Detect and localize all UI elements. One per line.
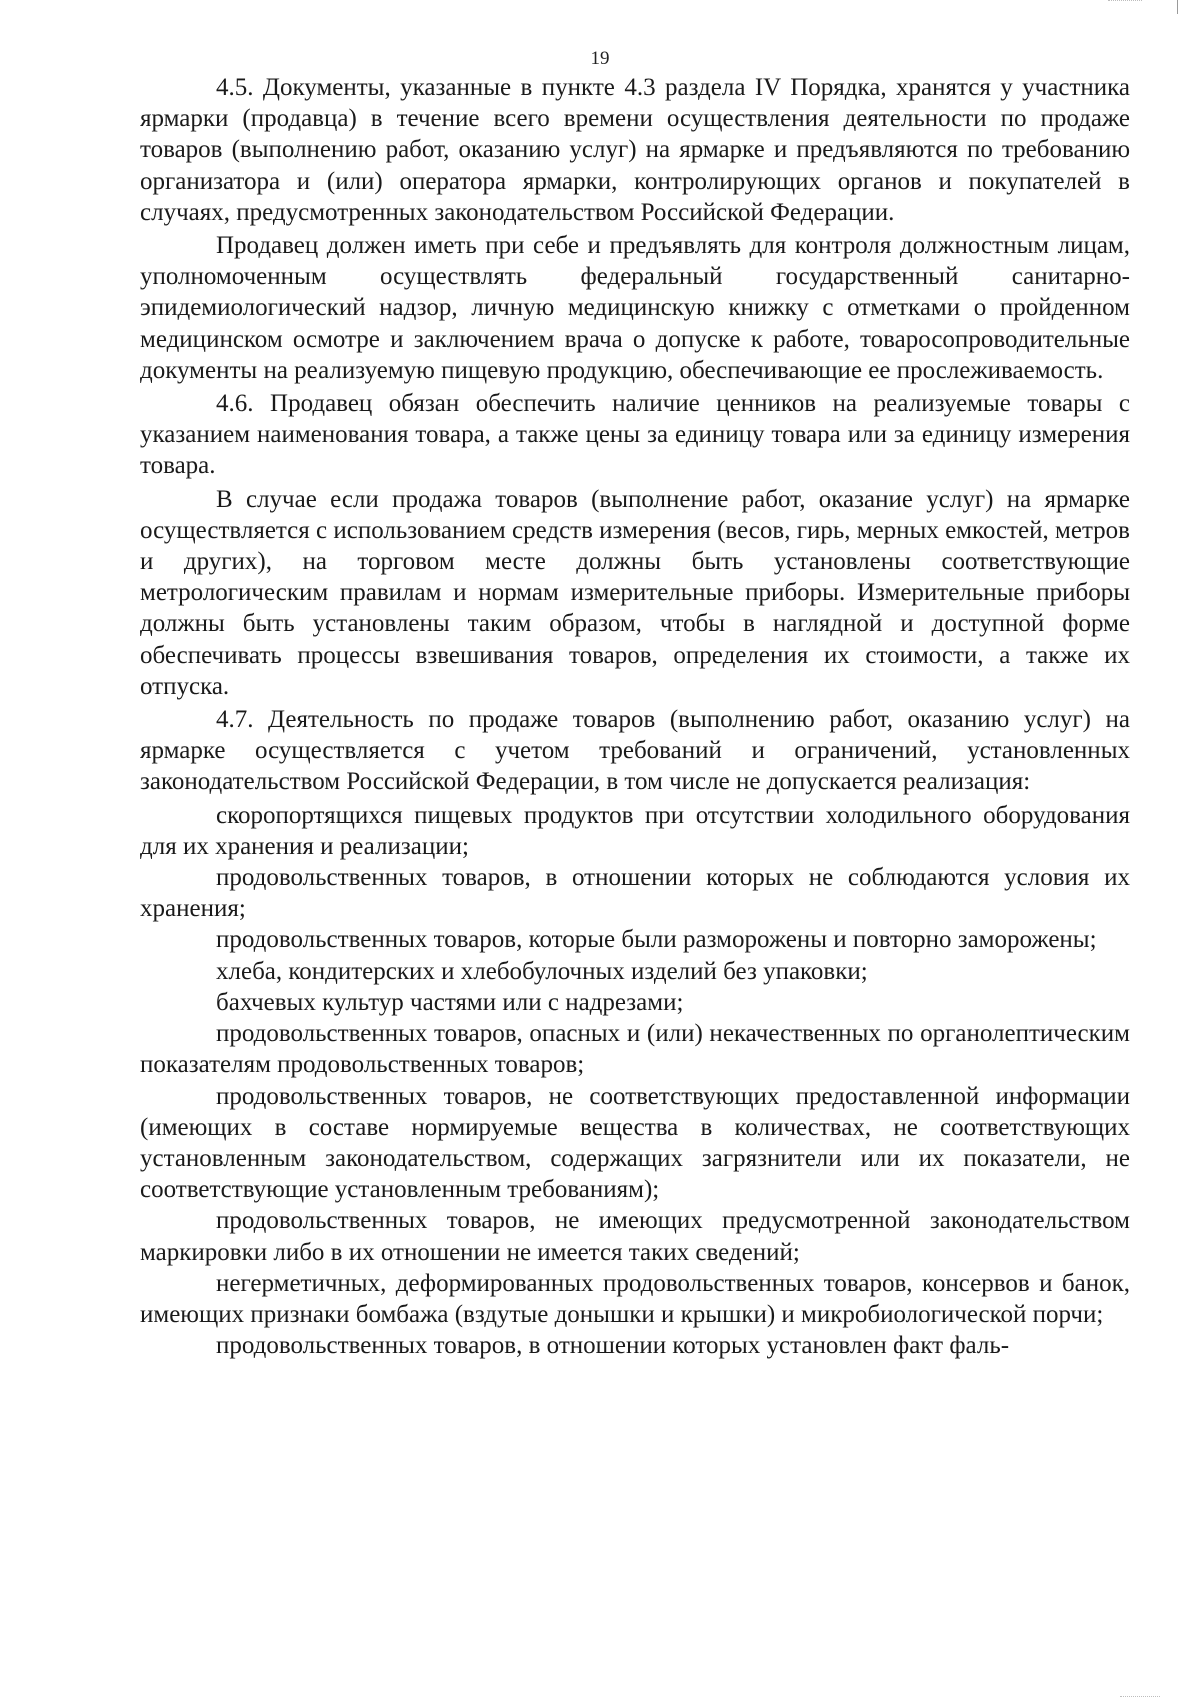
list-item-continued: продовольственных товаров, в отношении которых установлен факт фаль-: [216, 1332, 1010, 1360]
scan-edge-mark: [1177, 0, 1178, 14]
paragraph-measuring-instruments: В случае если продажа товаров (выполнение работ, оказание услуг) на ярмарке осуществляется с использованием средств измерения (весов, гирь, мерных емкостей, метров и других), на торговом месте должны быть установлены соответствующие метрологическим правилам и нормам измерительные приборы. Измерительные приборы должны быть установлены таким образом, чтобы в наглядной и доступной форме обеспечивать процессы взвешивания товаров, определения их стоимости, а также их отпуска.: [140, 485, 1130, 700]
list-item: скоропортящихся пищевых продуктов при отсутствии холодильного оборудования для их хранения и реализации;: [140, 801, 1130, 860]
paragraph-seller-documents: Продавец должен иметь при себе и предъявлять для контроля должностным лицам, уполномоченным осуществлять федеральный государственный санитарно-эпидемиологический надзор, личную медицинскую книжку с отметками о пройденном медицинском осмотре и заключением врача о допуске к работе, товаросопроводительные документы на реализуемую пищевую продукцию, обеспечивающие ее прослеживаемость.: [140, 232, 1130, 384]
list-item: продовольственных товаров, в отношении которых не соблюдаются условия их хранения;: [140, 864, 1130, 923]
list-item: продовольственных товаров, которые были разморожены и повторно заморожены;: [216, 926, 1097, 954]
list-item: негерметичных, деформированных продовольственных товаров, консервов и банок, имеющих признаки бомбажа (вздутые донышки и крышки) и микробиологической порчи;: [140, 1269, 1130, 1328]
list-item: хлеба, кондитерских и хлебобулочных изделий без упаковки;: [216, 957, 868, 985]
page-number: 19: [590, 48, 610, 69]
list-item: продовольственных товаров, не соответствующих предоставленной информации (имеющих в составе нормируемые вещества в количествах, не соответствующих установленным законодательством, содержащих загрязнители или их показатели, не соответствующие установленным требованиям);: [140, 1082, 1130, 1204]
paragraph-4-6: 4.6. Продавец обязан обеспечить наличие ценников на реализуемые товары с указанием наименования товара, а также цены за единицу товара или за единицу измерения товара.: [140, 390, 1130, 480]
list-item: продовольственных товаров, не имеющих предусмотренной законодательством маркировки либо в их отношении не имеется таких сведений;: [140, 1207, 1130, 1266]
list-item: бахчевых культур частями или с надрезами;: [216, 988, 684, 1016]
paragraph-4-5: 4.5. Документы, указанные в пункте 4.3 раздела IV Порядка, хранятся у участника ярмарки (продавца) в течение всего времени осуществления деятельности по продаже товаров (выполнению работ, оказанию услуг) на ярмарке и предъявляются по требованию организатора и (или) оператора ярмарки, контролирующих органов и покупателей в случаях, предусмотренных законодательством Российской Федерации.: [140, 74, 1130, 226]
paragraph-4-7: 4.7. Деятельность по продаже товаров (выполнению работ, оказанию услуг) на ярмарке осуществляется с учетом требований и ограничений, установленных законодательством Российской Федерации, в том числе не допускается реализация:: [140, 706, 1130, 796]
list-item: продовольственных товаров, опасных и (или) некачественных по органолептическим показателям продовольственных товаров;: [140, 1020, 1130, 1079]
scan-edge-dots: [1108, 0, 1142, 3]
document-body: [140, 72, 1130, 1361]
